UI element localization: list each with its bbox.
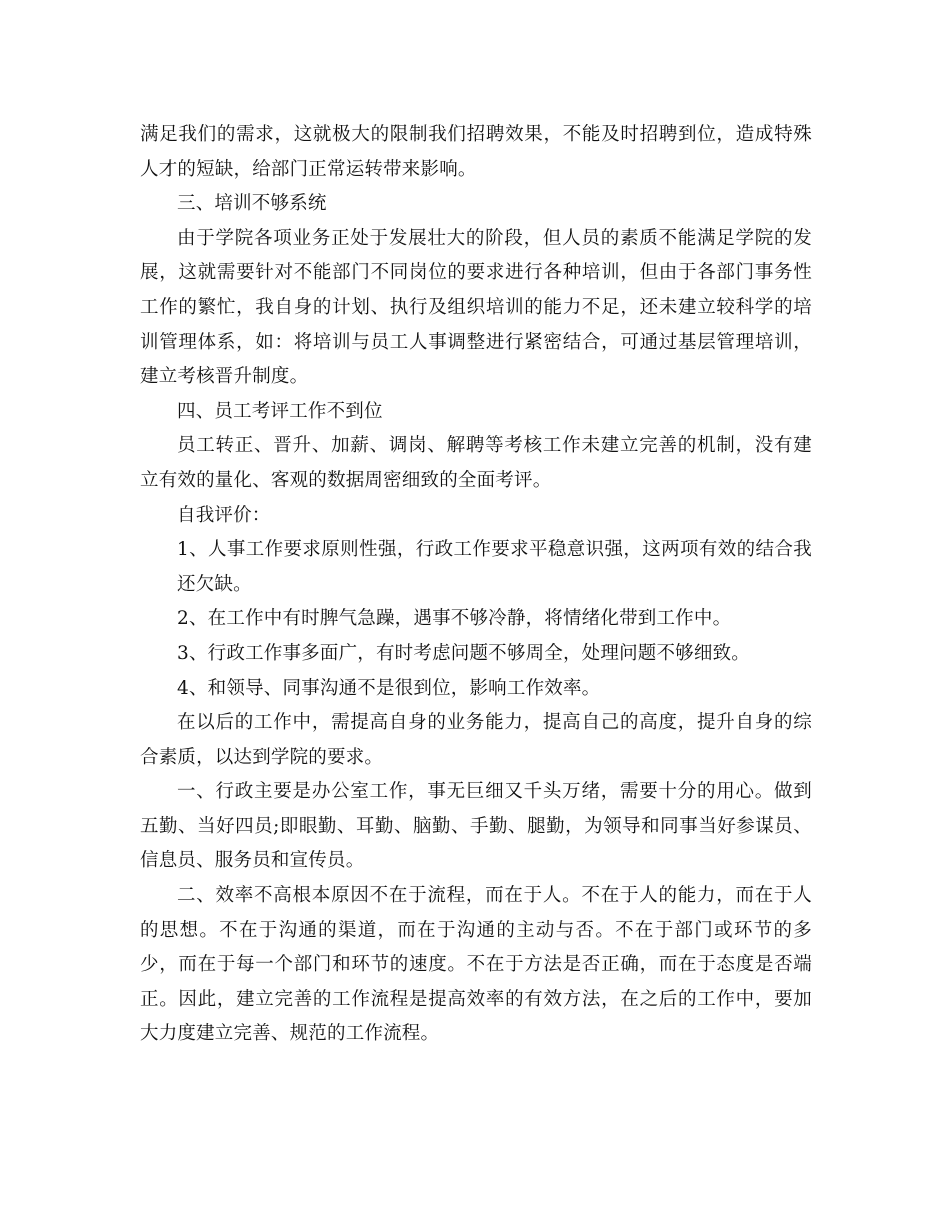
paragraph-training: 由于学院各项业务正处于发展壮大的阶段，但人员的素质不能满足学院的发展，这就需要针对不能部门不同岗位的要求进行各种培训，但由于各部门事务性工作的繁忙，我自身的计划、执行及组织培训的能力不足，还未建立较科学的培训管理体系，如：将培训与员工人事调整进行紧密结合，可通过基层管理培训，建立考核晋升制度。 xyxy=(140,227,812,388)
paragraph-admin-office: 一、行政主要是办公室工作，事无巨细又千头万绪，需要十分的用心。做到五勤、当好四员;即眼勤、耳勤、脑勤、手勤、腿勤，为领导和同事当好参谋员、信息员、服务员和宣传员。 xyxy=(140,781,812,872)
paragraph-efficiency: 二、效率不高根本原因不在于流程，而在于人。不在于人的能力，而在于人的思想。不在于沟通的渠道，而在于沟通的主动与否。不在于部门或环节的多少，而在于每一个部门和环节的速度。不在于方法是否正确，而在于态度是否端正。因此，建立完善的工作流程是提高效率的有效方法，在之后的工作中，要加大力度建立完善、规范的工作流程。 xyxy=(140,885,812,1045)
self-evaluation-item-4: 4、和领导、同事沟通不是很到位，影响工作效率。 xyxy=(177,677,601,699)
heading-training: 三、培训不够系统 xyxy=(177,193,327,215)
document-body xyxy=(140,118,812,1052)
paragraph-future-work: 在以后的工作中，需提高自身的业务能力，提高自己的高度，提升自身的综合素质，以达到学院的要求。 xyxy=(140,712,812,768)
self-evaluation-item-3: 3、行政工作事多面广，有时考虑问题不够周全，处理问题不够细致。 xyxy=(177,642,750,664)
heading-self-evaluation: 自我评价： xyxy=(177,504,271,526)
paragraph-recruitment-continued: 满足我们的需求，这就极大的限制我们招聘效果，不能及时招聘到位，造成特殊人才的短缺，给部门正常运转带来影响。 xyxy=(140,124,812,180)
self-evaluation-item-2: 2、在工作中有时脾气急躁，遇事不够冷静，将情绪化带到工作中。 xyxy=(177,608,732,630)
self-evaluation-item-1: 1、人事工作要求原则性强，行政工作要求平稳意识强，这两项有效的结合我还欠缺。 xyxy=(177,539,812,595)
paragraph-evaluation: 员工转正、晋升、加薪、调岗、解聘等考核工作未建立完善的机制，没有建立有效的量化、客观的数据周密细致的全面考评。 xyxy=(140,435,812,491)
heading-evaluation: 四、员工考评工作不到位 xyxy=(177,400,383,422)
